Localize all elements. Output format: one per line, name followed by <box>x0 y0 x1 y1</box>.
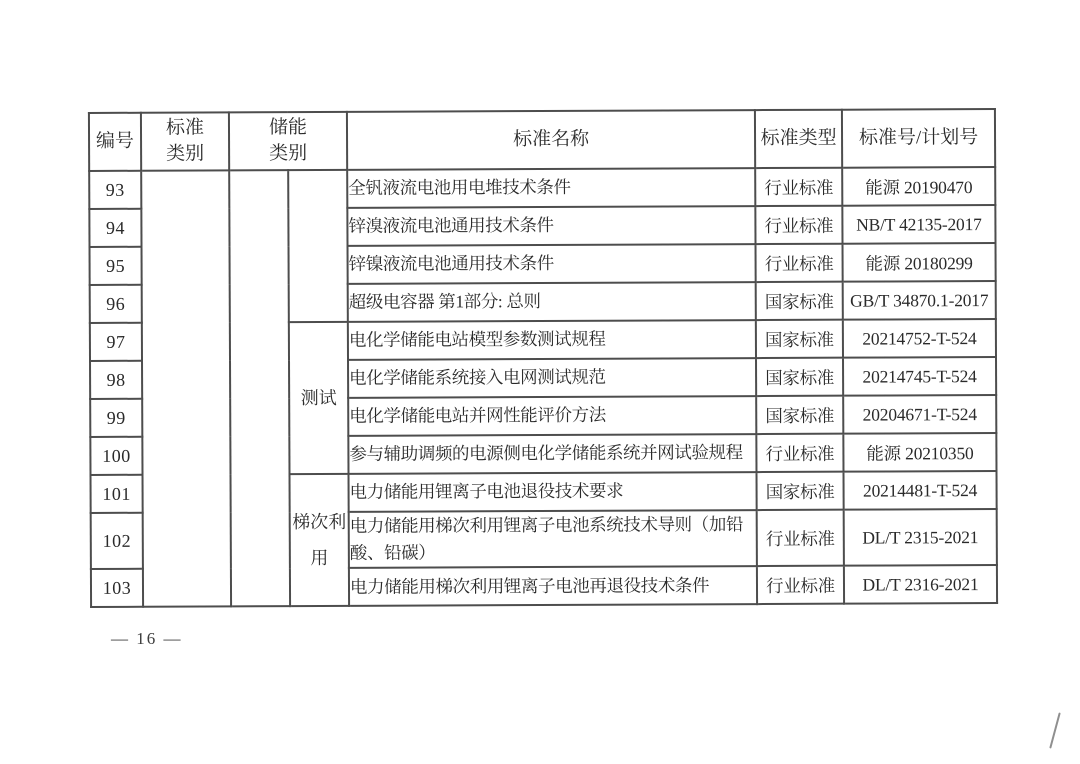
standard-type-cell: 行业标准 <box>755 206 842 244</box>
row-number-cell: 100 <box>90 437 142 475</box>
row-number-cell: 103 <box>91 569 143 607</box>
standard-name-cell: 电化学储能电站并网性能评价方法 <box>348 396 756 436</box>
standard-type-cell: 行业标准 <box>755 168 842 206</box>
std-category-cell <box>141 170 231 607</box>
table-row <box>89 167 995 209</box>
standard-type-cell: 行业标准 <box>757 510 844 567</box>
row-number-cell: 95 <box>90 247 142 285</box>
column-header-std-category: 标准 类别 <box>141 112 229 170</box>
standard-code-cell: DL/T 2315-2021 <box>844 509 997 566</box>
standard-type-cell: 国家标准 <box>756 320 843 358</box>
column-header-standard-type: 标准类型 <box>755 110 842 168</box>
row-number-cell: 93 <box>89 171 141 209</box>
storage-sub-category-cell: 梯次利用 <box>290 474 350 607</box>
standard-code-cell: 20214745-T-524 <box>843 357 996 396</box>
column-header-standard-code: 标准号/计划号 <box>842 109 995 168</box>
row-number-cell: 96 <box>90 285 142 323</box>
standard-type-cell: 行业标准 <box>756 244 843 282</box>
table-header <box>89 109 995 171</box>
row-number-cell: 97 <box>90 323 142 361</box>
standard-name-cell: 电力储能用梯次利用锂离子电池系统技术导则（加铅酸、铅碳） <box>349 510 757 568</box>
table-body <box>89 167 997 607</box>
column-header-standard-name: 标准名称 <box>347 110 755 170</box>
row-number-cell: 98 <box>90 361 142 399</box>
standard-name-cell: 全钒液流电池用电堆技术条件 <box>347 168 755 208</box>
standard-type-cell: 国家标准 <box>756 282 843 320</box>
standard-code-cell: DL/T 2316-2021 <box>844 565 997 604</box>
standard-type-cell: 国家标准 <box>757 472 844 510</box>
standard-name-cell: 电化学储能系统接入电网测试规范 <box>348 358 756 398</box>
standard-code-cell: 能源 20190470 <box>842 167 995 206</box>
standard-name-cell: 电化学储能电站模型参数测试规程 <box>348 320 756 360</box>
standard-code-cell: 20204671-T-524 <box>843 395 996 434</box>
standard-code-cell: 能源 20210350 <box>843 433 996 472</box>
standard-code-cell: NB/T 42135-2017 <box>842 205 995 244</box>
standard-type-cell: 国家标准 <box>756 396 843 434</box>
storage-sub-category-cell <box>288 170 348 322</box>
standard-type-cell: 行业标准 <box>756 434 843 472</box>
standard-name-cell: 超级电容器 第1部分: 总则 <box>348 282 756 322</box>
standard-code-cell: 能源 20180299 <box>843 243 996 282</box>
standard-code-cell: GB/T 34870.1-2017 <box>843 281 996 320</box>
standard-code-cell: 20214481-T-524 <box>844 471 997 510</box>
row-number-cell: 101 <box>91 475 143 513</box>
standard-name-cell: 电力储能用锂离子电池退役技术要求 <box>349 472 757 512</box>
row-number-cell: 102 <box>91 513 143 569</box>
standard-code-cell: 20214752-T-524 <box>843 319 996 358</box>
column-header-storage-category: 储能 类别 <box>229 112 347 171</box>
row-number-cell: 99 <box>90 399 142 437</box>
storage-sub-category-cell: 测试 <box>289 322 349 474</box>
row-number-cell: 94 <box>89 209 141 247</box>
column-header-no: 编号 <box>89 113 141 171</box>
standard-name-cell: 锌溴液流电池通用技术条件 <box>347 206 755 246</box>
standard-name-cell: 电力储能用梯次利用锂离子电池再退役技术条件 <box>349 566 757 606</box>
table-header-row <box>89 109 995 171</box>
standard-type-cell: 行业标准 <box>757 566 844 604</box>
standard-name-cell: 参与辅助调频的电源侧电化学储能系统并网试验规程 <box>348 434 756 474</box>
stray-pen-slash-mark <box>1049 712 1061 748</box>
standard-type-cell: 国家标准 <box>756 358 843 396</box>
standard-name-cell: 锌镍液流电池通用技术条件 <box>348 244 756 284</box>
storage-category-left-cell <box>229 170 290 607</box>
page-number: — 16 — <box>111 629 183 648</box>
standards-table <box>88 108 998 608</box>
